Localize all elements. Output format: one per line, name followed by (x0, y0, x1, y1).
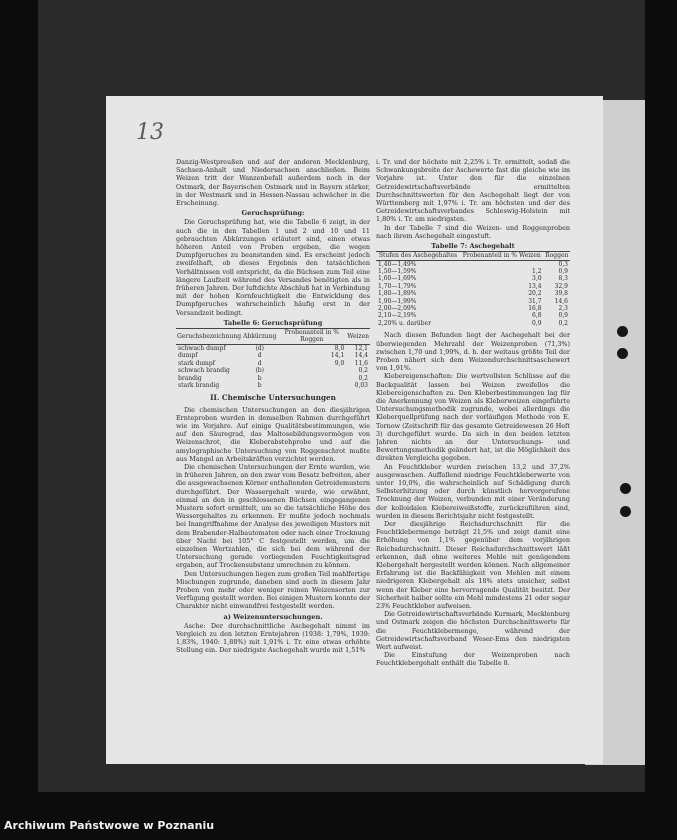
cell: stark brandig (178, 381, 220, 389)
punch-hole (617, 326, 628, 337)
cell: 0,2 (358, 367, 368, 375)
paragraph: Die chemischen Untersuchungen der Ernte wurden, wie in früheren Jahren, an den zwar vom Besatz befreiten, aber die ausgewachsenen Körner enthaltenden Getreidemustern durchgeführt. Der Wassergehalt wurde, wie erwähnt, einmal an den in geschlossenen Büchsen eingegangenen Mustern sofort ermittelt, um so die tatsächliche Höhe des Wassergehaltes zu erkennen. Er mußte jedoch nochmals bei Inangriffnahme der Analyse des jeweiligen Musters mit dem Brabender-Halbautomaten oder nach einer Trocknung über Nacht bei 105° C festgestellt werden, um die einzelnen Wertzahlen, die sich bei dem während der Untersuchung gerade vorliegenden Feuchtigkeitsgrad ergaben, auf Trockensubstanz umrechnen zu können. (176, 462, 370, 570)
cell: 1,2 (532, 268, 542, 276)
paragraph: Asche: Der durchschnittliche Aschegehalt nimmt im Vergleich zu den letzten Erntejahren (1938: 1,79%, 1939: 1,83%, 1940: 1,88%) mit 1,91% i. Tr. eine etwas erhöhte Stellung ein. Der niedrigste Aschegehalt wurde mit 1,51% (176, 621, 370, 655)
paragraph: Nach diesen Befunden liegt der Aschegehalt bei der überwiegenden Mehrzahl der Weizenproben (71,3%) zwischen 1,70 und 1,99%, d. h. der weitaus größte Teil der Proben nähert sich dem Weizendurchschnittsaschewert von 1,91%. (376, 331, 570, 373)
table-row (376, 283, 570, 290)
paragraph: Danzig-Westpreußen und auf der anderen Mecklenburg, Sachsen-Anhalt und Niedersachsen anschließen. Beim Weizen tritt der Wanzenbefall außerdem noch in der Ostmark, der Bayerischen Ostmark und in Bayern stärker, in der Westmark und in Hessen-Nassau schwächer in die Erscheinung. (176, 158, 370, 208)
cell: (b) (255, 367, 264, 375)
cell: 1,90—1,99% (378, 297, 417, 305)
cell (277, 375, 346, 382)
cell: 0,9 (558, 268, 568, 276)
archive-watermark: Archiwum Państwowe w Poznaniu (4, 819, 215, 832)
cell: d (257, 359, 262, 367)
table6-title: Tabelle 6: Geruchsprüfung (223, 318, 323, 327)
cell: b (257, 374, 262, 382)
table-header: Probenanteil in % Roggen (277, 329, 346, 345)
cell: 1,70—1,79% (378, 282, 417, 290)
punch-hole (620, 483, 631, 494)
table-row (176, 360, 370, 367)
table-header: Stufen des Aschegehaltes (376, 252, 460, 260)
cell: 12,1 (354, 344, 368, 352)
table-row (376, 268, 570, 275)
paragraph: Die Geruchsprüfung hat, wie die Tabelle 6 zeigt, in der auch die in den Tabellen 1 und 2 und 10 und 11 gebrauchten Abkürzungen erläutert sind, einen etwas höheren Anteil von Proben ergeben, die wegen Dumpfgeruches zu beanstanden sind. Es erscheint jedoch zweifelhaft, ob dieses Ergebnis den tatsächlichen Verhältnissen voll entspricht, da die Büchsen zum Teil eine längere Laufzeit während des Versandes benötigten als in früheren Jahren. Der luftdichte Abschluß hat in Verbindung mit der hohen Kornfeuchtigkeit die Entwicklung des Dumpfgeruches wahrscheinlich häufig erst in der Versandzeit bedingt. (176, 218, 370, 317)
paragraph: Der diesjährige Reichsdurchschnitt für die Feuchtklebermenge beträgt 21,5% und zeigt damit eine Erhöhung von 1,1% gegenüber dem vorjährigen Reichsdurchschnitt. Dieser Reichsdurchschnittswert läßt erkennen, daß ohne weiteres Mehle mit genügendem Klebergehalt hergestellt werden können. Nach allgemeiner Erfahrung ist die Backfähigkeit von Mehlen mit einem niedrigeren Klebergehalt als 18% stets unsicher, selbst wenn der Kleber eine hervorragende Qualität besitzt. Der Sicherheit halber sollte ein Mehl mindestens 21 oder sogar 23% Feuchtkleber aufweisen. (376, 519, 570, 610)
cell: 32,9 (554, 282, 568, 290)
cell: d (257, 352, 262, 360)
handwritten-page-number: 13 (136, 120, 164, 145)
cell: 1,40—1,49% (378, 260, 417, 268)
cell: b (257, 381, 262, 389)
cell (460, 260, 544, 268)
paragraph: In der Tabelle 7 sind die Weizen- und Roggenproben nach ihrem Aschegehalt eingestuft. (376, 223, 570, 240)
table-header: Roggen (545, 252, 569, 260)
cell: 2,3 (558, 305, 568, 313)
table-row (176, 382, 370, 389)
paragraph: Den Untersuchungen liegen zum großen Teil mahlfertige Mischungen zugrunde, daneben sind auch in diesem Jahr Proben von mehr oder weniger reinen Weizensorten zur Verfügung gestellt worden. Bei einigen Mustern konnte der Charakter nicht einwandfrei festgestellt werden. (176, 569, 370, 611)
table7-title: Tabelle 7: Aschegehalt (431, 242, 515, 251)
cell: 0,3 (558, 260, 568, 268)
cell: 1,80—1,89% (378, 290, 417, 298)
cell: 2,10—2,19% (378, 312, 417, 320)
paragraph: Die Getreidewirtschaftsverbände Kurmark, Mecklenburg und Ostmark zeigen die höchsten Durchschnittswerte für die Feuchtklebermenge, während der Getreidewirtschaftsverband Weser-Ems den niedrigsten Wert aufweist. (376, 610, 570, 652)
cell (277, 382, 346, 389)
cell: 0,2 (358, 374, 368, 382)
table-row (376, 260, 570, 268)
cell: 0,9 (558, 312, 568, 320)
cell: schwach dumpf (178, 344, 226, 352)
paragraph: i. Tr. und der höchste mit 2,25% i. Tr. ermittelt, sodaß die Schwankungsbreite der Aschewerte fast die gleiche wie im Vorjahre ist. Unter den für die einzelnen Getreidewirtschaftsverbände ermittelten Durchschnittswerten für den Aschegehalt liegt der von Württemberg mit 1,97% i. Tr. am höchsten und der des Getreidewirtschaftsverbandes Schleswig-Holstein mit 1,80% i. Tr. am niedrigsten. (376, 158, 570, 224)
cell: 9,0 (334, 359, 345, 367)
paragraph: Die chemischen Untersuchungen an den diesjährigen Ernteproben wurden in demselben Rahmen durchgeführt wie im Vorjahre. Auf einige Qualitätsbestimmungen, wie auf den Säuregrad, das Maltosebildungsvermögen von Weizenschrot, die Kleberabstehprobe und auf die amylographische Untersuchung von Roggenschrot mußte aus Mangel an Arbeitskräften verzichtet werden. (176, 405, 370, 463)
table-row (376, 275, 570, 282)
cell: 0,03 (354, 381, 368, 389)
table-header: Probenanteil in % Weizen (460, 252, 544, 260)
heading-geruchspruefung: Geruchsprüfung: (241, 209, 305, 218)
table-row (376, 298, 570, 305)
table7 (376, 251, 570, 327)
cell: 14,1 (330, 352, 345, 360)
paragraph: Klebereigenschaften: Die wertvollsten Schlüsse auf die Backqualität lassen bei Weizen zweifellos die Klebereigenschaften zu. Den Kleberbestimmungen lag für die Anerkennung von Weizen als Kleberweizen eingeführte Untersuchungsmethodik zugrunde, wobei allerdings die Kleberquellprüfung nach der vorläufigen Methode von E. Tornow (Zeitschrift für das gesamte Getreidewesen 26 Heft 3) durchgeführt wurde. Da sich in den beiden letzten Jahren nichts an der Untersuchungs- und Bewertungsmethodik geändert hat, ist die Möglichkeit des direkten Vergleichs gegeben. (376, 372, 570, 463)
left-column (176, 158, 370, 754)
cell: 2,00—2,09% (378, 305, 417, 313)
cell: 1,50—1,59% (378, 268, 417, 276)
table6 (176, 328, 370, 389)
table-row (176, 367, 370, 374)
cell: dumpf (178, 352, 198, 360)
table-row (376, 305, 570, 312)
table-row (376, 320, 570, 327)
paragraph: Die Einstufung der Weizenproben nach Feuchtklebergehalt enthält die Tabelle 8. (376, 651, 570, 668)
table-header: Abkürzung (242, 329, 277, 345)
cell: 31,7 (528, 297, 542, 305)
right-column (376, 158, 570, 754)
cell: 8,0 (334, 344, 345, 352)
cell: 6,8 (532, 312, 542, 320)
cell: 0,2 (558, 319, 568, 327)
cell: 39,8 (554, 290, 568, 298)
cell: 0,9 (532, 319, 542, 327)
cell: 3,0 (532, 275, 542, 283)
table-row (176, 344, 370, 352)
table-header: Weizen (346, 329, 370, 345)
table-row (176, 352, 370, 359)
punch-hole (617, 348, 628, 359)
cell: 11,6 (354, 359, 368, 367)
table-row (176, 375, 370, 382)
cell: 20,2 (528, 290, 542, 298)
cell: 2,20% u. darüber (378, 319, 432, 327)
cell: (d) (255, 344, 264, 352)
paragraph: An Feuchtkleber wurden zwischen 13,2 und 37,2% ausgewaschen. Auffallend niedrige Feuchtkleberwerte von unter 10,0%, die wahrscheinlich auf Schädigung durch Selbsterhitzung oder durch künstlich hervorgerufene Trocknung der Weizen, verbunden mit einer Veränderung der kolloidalen Klebereiweißstoffe, zurückzuführen sind, wurden in diesem Berichtsjahr nicht festgestellt. (376, 462, 570, 520)
cell: 13,4 (528, 282, 542, 290)
section-heading: II. Chemische Untersuchungen (210, 393, 336, 403)
subsection-heading: a) Weizenuntersuchungen. (223, 612, 323, 621)
cell: 14,6 (554, 297, 568, 305)
cell: brandig (178, 374, 202, 382)
cell (277, 367, 346, 374)
cell: 16,8 (528, 305, 542, 313)
table-row (376, 290, 570, 297)
cell: 8,3 (558, 275, 568, 283)
cell: 1,60—1,69% (378, 275, 417, 283)
cell: schwach brandig (178, 367, 230, 375)
table-header: Geruchsbezeichnung (176, 329, 242, 345)
cell: stark dumpf (178, 359, 215, 367)
cell: 14,4 (354, 352, 368, 360)
punch-hole (620, 506, 631, 517)
table-row (376, 312, 570, 319)
